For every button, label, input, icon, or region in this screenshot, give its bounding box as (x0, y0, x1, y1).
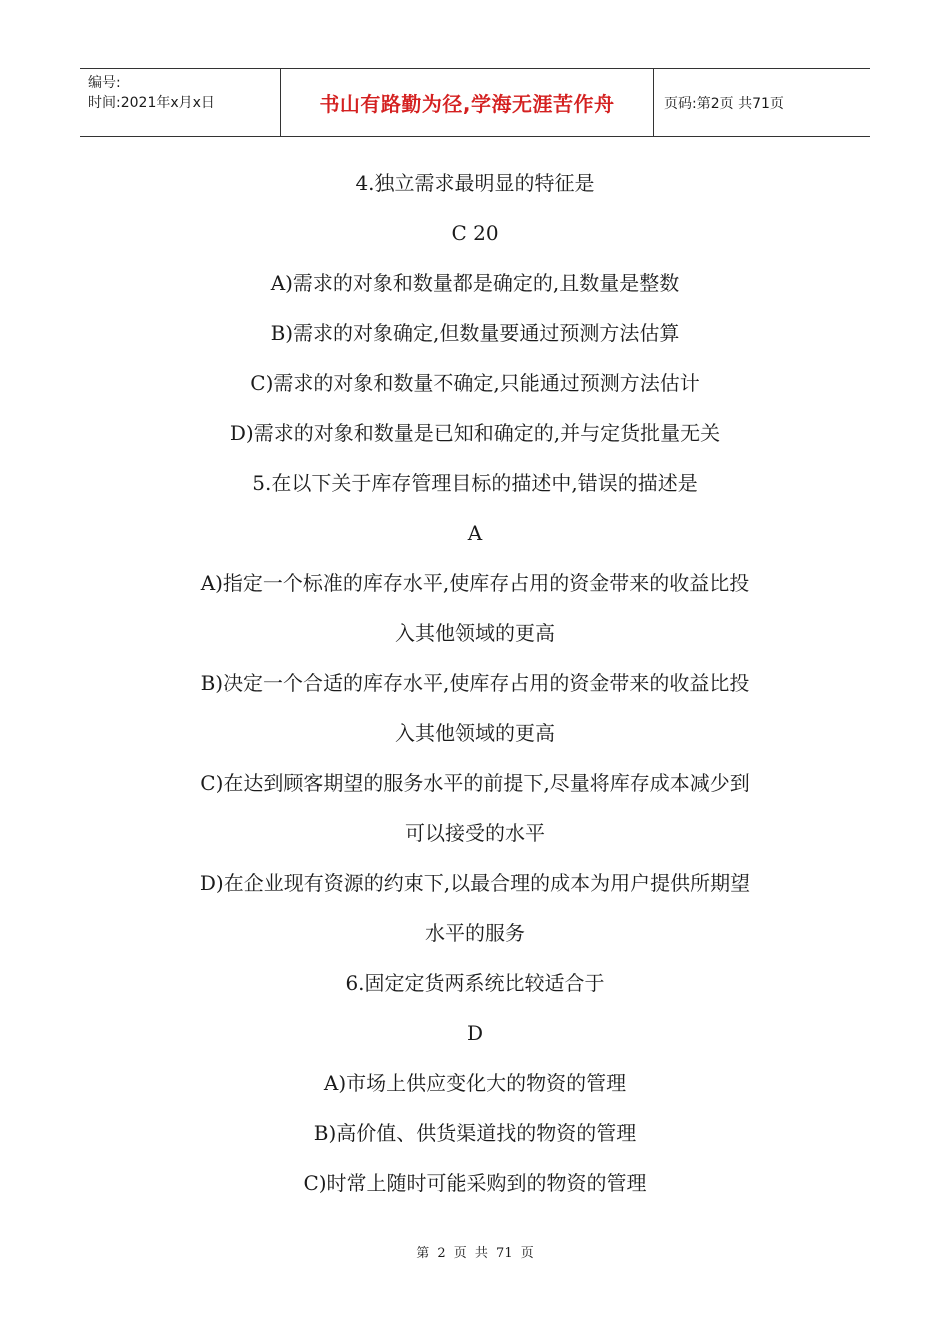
question-5-option-c: C)在达到顾客期望的服务水平的前提下,尽量将库存成本减少到 (200, 771, 750, 795)
question-6-text: 6.固定定货两系统比较适合于 (345, 971, 605, 995)
document-number-label: 编号: (88, 75, 121, 91)
question-6-option-b: B)高价值、供货渠道找的物资的管理 (313, 1121, 637, 1145)
document-body (80, 158, 870, 1208)
question-5-option-b-cont: 入其他领域的更高 (395, 721, 555, 745)
page-footer: 第 2 页 共 71 页 (416, 1246, 534, 1261)
question-5-option-c-cont: 可以接受的水平 (405, 821, 545, 845)
question-4-option-b: B)需求的对象确定,但数量要通过预测方法估算 (270, 321, 680, 345)
header-meta (80, 69, 281, 136)
page-header (80, 68, 870, 137)
question-5-option-a: A)指定一个标准的库存水平,使库存占用的资金带来的收益比投 (200, 571, 750, 595)
question-4-text: 4.独立需求最明显的特征是 (355, 171, 595, 195)
document-time-label: 时间:2021年x月x日 (88, 95, 215, 111)
question-6-answer: D (466, 1021, 484, 1045)
question-6-option-c: C)时常上随时可能采购到的物资的管理 (303, 1171, 647, 1195)
question-4-option-c: C)需求的对象和数量不确定,只能通过预测方法估计 (250, 371, 700, 395)
question-5-text: 5.在以下关于库存管理目标的描述中,错误的描述是 (252, 471, 698, 495)
header-motto: 书山有路勤为径,学海无涯苦作舟 (281, 69, 654, 136)
header-page-info: 页码:第2页 共71页 (664, 95, 784, 112)
question-6-option-a: A)市场上供应变化大的物资的管理 (323, 1071, 627, 1095)
question-5-option-b: B)决定一个合适的库存水平,使库存占用的资金带来的收益比投 (200, 671, 750, 695)
question-4-option-a: A)需求的对象和数量都是确定的,且数量是整数 (270, 271, 680, 295)
question-5-answer: A (467, 521, 483, 545)
question-5-option-d: D)在企业现有资源的约束下,以最合理的成本为用户提供所期望 (199, 871, 751, 895)
question-4-answer: C 20 (451, 221, 499, 245)
question-4-option-d: D)需求的对象和数量是已知和确定的,并与定货批量无关 (229, 421, 721, 445)
question-5-option-d-cont: 水平的服务 (425, 921, 525, 945)
question-5-option-a-cont: 入其他领域的更高 (395, 621, 555, 645)
